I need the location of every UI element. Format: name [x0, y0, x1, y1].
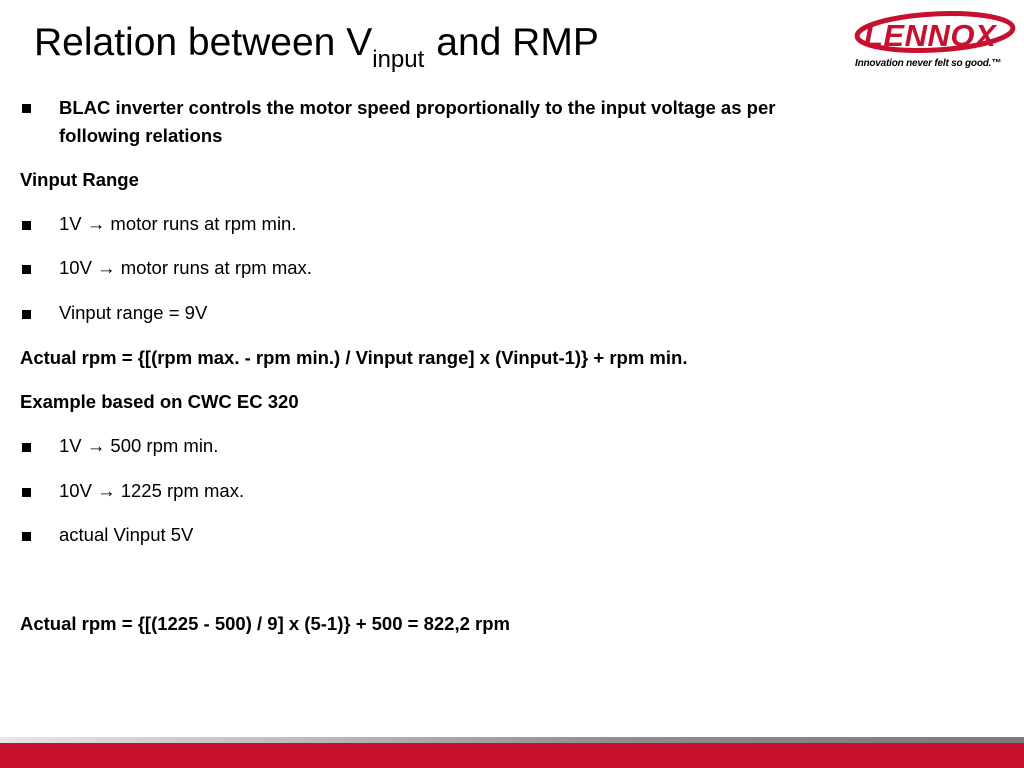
example-bullet-1: 1V → 500 rpm min.: [59, 435, 219, 456]
example-bullet-2: 10V → 1225 rpm max.: [59, 480, 245, 501]
title-subscript: input: [372, 46, 425, 73]
slide-title: [34, 21, 599, 73]
example-result: Actual rpm = {[(1225 - 500) / 9] x (5-1)} + 500 = 822,2 rpm: [20, 613, 510, 634]
title-rest: and RMP: [436, 21, 599, 64]
logo-wordmark: LENNOX: [864, 18, 997, 53]
bullet-square-icon: [22, 221, 31, 230]
intro-text-line1: BLAC inverter controls the motor speed proportionally to the input voltage as per: [59, 97, 776, 118]
bullet-square-icon: [22, 532, 31, 541]
range-bullet-2: 10V → motor runs at rpm max.: [59, 257, 312, 278]
bullet-square-icon: [22, 443, 31, 452]
rpm-formula: Actual rpm = {[(rpm max. - rpm min.) / Vinput range] x (Vinput-1)} + rpm min.: [20, 347, 688, 368]
range-bullet-1: 1V → motor runs at rpm min.: [59, 213, 297, 234]
logo-tagline: Innovation never felt so good.™: [855, 58, 1002, 69]
intro-text-line2: following relations: [59, 125, 223, 146]
bullet-square-icon: [22, 488, 31, 497]
bullet-square-icon: [22, 104, 31, 113]
footer-red-bar: [0, 743, 1024, 768]
vinput-range-heading: Vinput Range: [20, 169, 139, 190]
bullet-square-icon: [22, 265, 31, 274]
bullet-square-icon: [22, 310, 31, 319]
example-heading: Example based on CWC EC 320: [20, 391, 299, 412]
range-bullet-3: Vinput range = 9V: [59, 302, 208, 323]
title-main: Relation between V: [34, 21, 373, 64]
example-bullet-3: actual Vinput 5V: [59, 524, 194, 545]
